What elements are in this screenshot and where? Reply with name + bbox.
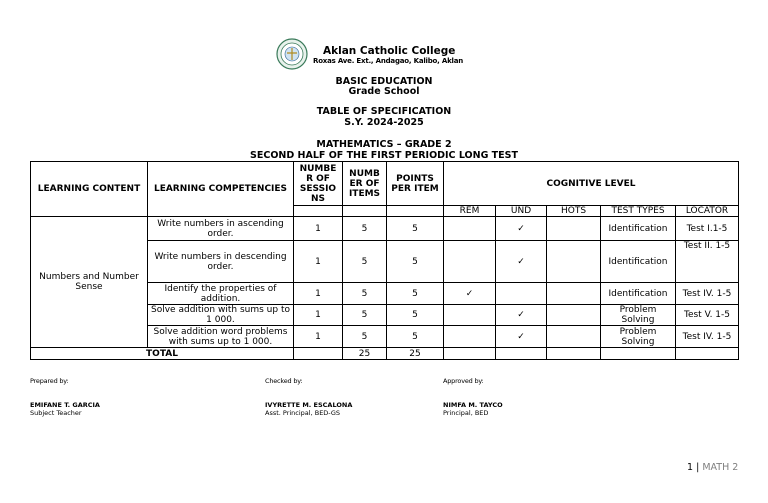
total-points: 25 — [387, 348, 444, 360]
locator-cell: Test V. 1-5 — [676, 305, 739, 326]
test-type-cell: Identification — [601, 217, 676, 241]
col-points: POINTS PER ITEM — [387, 162, 444, 206]
page-number: 1 — [687, 462, 694, 473]
points-cell: 5 — [387, 305, 444, 326]
document-title: TABLE OF SPECIFICATION — [316, 106, 452, 117]
hots-cell — [547, 241, 601, 283]
competency-cell: Solve addition with sums up to 1 000. — [148, 305, 294, 326]
points-cell: 5 — [387, 326, 444, 348]
rem-cell — [444, 305, 496, 326]
competency-cell: Write numbers in ascending order. — [148, 217, 294, 241]
sessions-cell: 1 — [294, 326, 343, 348]
specification-table — [30, 161, 739, 360]
col-learning-content: LEARNING CONTENT — [31, 162, 148, 217]
locator-cell: Test IV. 1-5 — [676, 326, 739, 348]
test-type-cell: Identification — [601, 241, 676, 283]
test-title: SECOND HALF OF THE FIRST PERIODIC LONG TEST — [250, 150, 518, 161]
school-seal-logo — [276, 38, 308, 70]
competency-cell: Write numbers in descending order. — [148, 241, 294, 283]
sessions-cell: 1 — [294, 217, 343, 241]
competency-cell: Solve addition word problems with sums up to 1 000. — [148, 326, 294, 348]
rem-cell — [444, 217, 496, 241]
subject-title: MATHEMATICS – GRADE 2 — [316, 139, 452, 150]
locator-cell: Test I.1-5 — [676, 217, 739, 241]
items-cell: 5 — [343, 305, 387, 326]
rem-cell — [444, 326, 496, 348]
items-cell: 5 — [343, 283, 387, 305]
rem-cell: ✓ — [444, 283, 496, 305]
col-test-types: TEST TYPES — [601, 206, 676, 217]
prepared-by-name: EMIFANE T. GARCIA — [30, 401, 100, 409]
checked-by-name: IVYRETTE M. ESCALONA — [265, 401, 353, 409]
und-cell: ✓ — [496, 326, 547, 348]
col-hots: HOTS — [547, 206, 601, 217]
hots-cell — [547, 283, 601, 305]
checked-by-title: Asst. Principal, BED-GS — [265, 409, 341, 417]
learning-content-cell: Numbers and Number Sense — [31, 217, 148, 348]
col-cognitive-level: COGNITIVE LEVEL — [444, 162, 739, 206]
checked-by-label: Checked by: — [265, 377, 303, 385]
approved-by-block — [443, 377, 503, 417]
level-title: Grade School — [348, 86, 420, 97]
table-row — [31, 217, 739, 241]
items-cell: 5 — [343, 241, 387, 283]
prepared-by-block — [30, 377, 100, 417]
items-cell: 5 — [343, 326, 387, 348]
sessions-cell: 1 — [294, 283, 343, 305]
competency-cell: Identify the properties of addition. — [148, 283, 294, 305]
points-cell: 5 — [387, 241, 444, 283]
col-items: NUMB ER OF ITEMS — [343, 162, 387, 206]
und-cell: ✓ — [496, 305, 547, 326]
page-footer — [687, 462, 738, 473]
col-locator: LOCATOR — [676, 206, 739, 217]
approved-by-label: Approved by: — [443, 377, 484, 385]
footer-separator: | — [696, 462, 700, 473]
rem-cell — [444, 241, 496, 283]
sessions-cell: 1 — [294, 305, 343, 326]
col-learning-competencies: LEARNING COMPETENCIES — [148, 162, 294, 217]
und-cell: ✓ — [496, 241, 547, 283]
locator-cell: Test IV. 1-5 — [676, 283, 739, 305]
locator-cell: Test II. 1-5 — [676, 241, 739, 283]
points-cell: 5 — [387, 283, 444, 305]
points-cell: 5 — [387, 217, 444, 241]
school-year: S.Y. 2024-2025 — [344, 117, 424, 128]
approved-by-title: Principal, BED — [443, 409, 489, 417]
prepared-by-label: Prepared by: — [30, 377, 69, 385]
footer-course: MATH 2 — [702, 462, 739, 473]
col-rem: REM — [444, 206, 496, 217]
checked-by-block — [265, 377, 352, 417]
prepared-by-title: Subject Teacher — [30, 409, 82, 417]
test-type-cell: Problem Solving — [601, 326, 676, 348]
hots-cell — [547, 326, 601, 348]
total-row — [31, 348, 739, 360]
sessions-cell: 1 — [294, 241, 343, 283]
total-items: 25 — [343, 348, 387, 360]
test-type-cell: Identification — [601, 283, 676, 305]
col-und: UND — [496, 206, 547, 217]
test-type-cell: Problem Solving — [601, 305, 676, 326]
col-sessions: NUMBE R OF SESSIO NS — [294, 162, 343, 206]
approved-by-name: NIMFA M. TAYCO — [443, 401, 503, 409]
und-cell — [496, 283, 547, 305]
school-name: Aklan Catholic College — [323, 45, 456, 57]
und-cell: ✓ — [496, 217, 547, 241]
department-title: BASIC EDUCATION — [335, 76, 433, 87]
total-label: TOTAL — [31, 348, 294, 360]
header-row — [31, 162, 739, 206]
hots-cell — [547, 305, 601, 326]
hots-cell — [547, 217, 601, 241]
school-address: Roxas Ave. Ext., Andagao, Kalibo, Aklan — [313, 57, 464, 65]
items-cell: 5 — [343, 217, 387, 241]
